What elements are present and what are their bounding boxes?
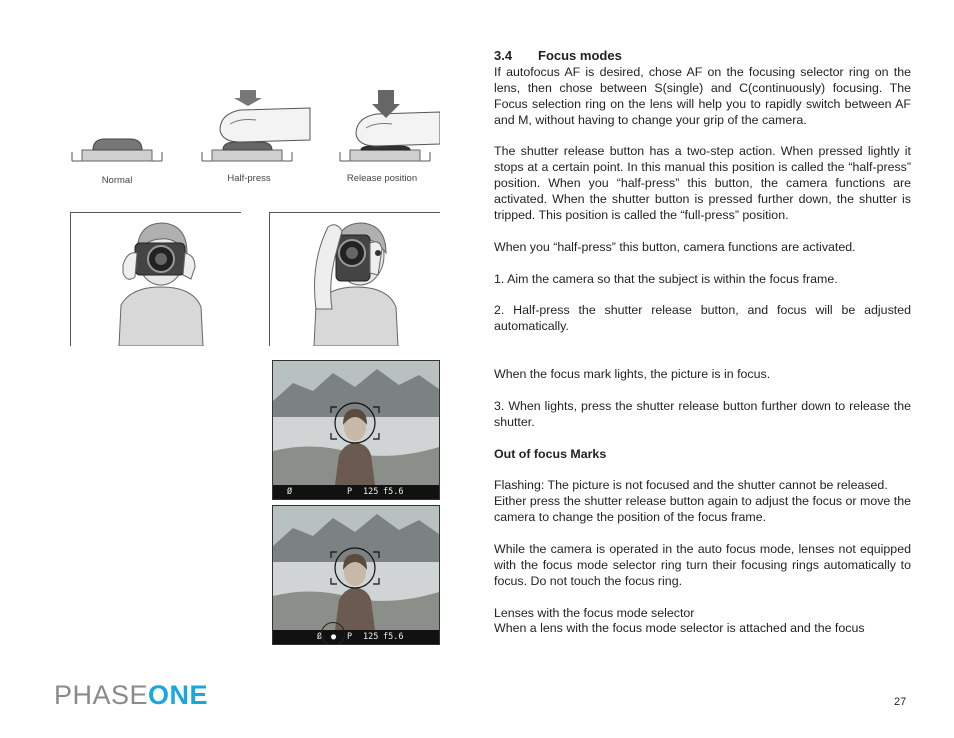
grip-photo-vertical — [269, 212, 440, 346]
subheading-out-of-focus: Out of focus Marks — [494, 446, 607, 461]
exposure-mode: P — [347, 632, 353, 642]
af-indicator: Ø — [317, 632, 323, 642]
section-title: Focus modes — [538, 48, 622, 63]
button-normal-illustration — [72, 139, 162, 161]
viewfinder-in-focus — [272, 360, 440, 500]
caption-half-press: Half-press — [227, 173, 271, 184]
shutter-button-diagram — [60, 84, 440, 166]
text-column — [494, 48, 911, 637]
section-heading — [494, 48, 911, 64]
page-number: 27 — [894, 696, 907, 708]
section-number: 3.4 — [494, 48, 513, 63]
focus-mark-highlight-circle — [321, 622, 345, 645]
paragraph-lens-selector: When a lens with the focus mode selector is attached and the focus — [494, 621, 865, 636]
viewfinder-status-bar-top — [273, 485, 439, 499]
step-1: 1. Aim the camera so that the subject is within the focus frame. — [494, 271, 838, 286]
logo-one: ONE — [148, 680, 209, 710]
phase-one-logo — [54, 680, 208, 711]
caption-normal: Normal — [101, 175, 133, 186]
grip-photo-horizontal — [70, 212, 241, 346]
paragraph-auto-focus-mode: While the camera is operated in the auto focus mode, lenses not equipped with the focus mode selector ring turn their focusing rings automatically to focus. Do not touch the focus ring. — [494, 541, 911, 588]
landscape-with-woman-illustration-2 — [273, 506, 439, 630]
af-indicator: Ø — [287, 487, 293, 497]
paragraph-flashing: Flashing: The picture is not focused and the shutter cannot be released. — [494, 478, 888, 493]
logo-phase: PHASE — [54, 680, 149, 710]
aperture-value: f5.6 — [383, 487, 404, 497]
paragraph-shutter-two-step: The shutter release button has a two-step action. When pressed lightly it stops at a certain point. In this manual this position is called the “half-press” position. When you “half-press” this button, the camera functions are activated. When the shutter button is pressed further down, the shutter is tripped. This position is called the “full-press” position. — [494, 144, 911, 223]
paragraph-focus-mark: When the focus mark lights, the picture is in focus. — [494, 367, 771, 382]
person-holding-camera-horizontal-illustration — [71, 213, 241, 346]
viewfinder-focus-mark — [272, 505, 440, 645]
aperture-value: f5.6 — [383, 632, 404, 642]
landscape-with-woman-illustration — [273, 361, 439, 485]
paragraph-focus-selector: If autofocus AF is desired, chose AF on the focusing selector ring on the lens, then chose between S(single) and C(continuously) focusing. The Focus selection ring on the lens will help you to rapidly switch between AF and M, without having to change your grip of the camera. — [494, 64, 911, 127]
paragraph-half-press: When you “half-press” this button, camera functions are activated. — [494, 239, 856, 254]
person-holding-camera-vertical-illustration — [270, 213, 440, 346]
paragraph-lens-selector-heading: Lenses with the focus mode selector — [494, 605, 695, 620]
button-half-press-illustration — [202, 90, 310, 161]
exposure-mode: P — [347, 487, 353, 497]
viewfinder-status-bar-bottom — [273, 630, 439, 644]
caption-release-position: Release position — [346, 173, 418, 184]
button-release-illustration — [340, 90, 440, 161]
shutter-speed: 125 — [363, 632, 379, 642]
focus-mark-indicator: ● — [331, 632, 337, 642]
shutter-speed: 125 — [363, 487, 379, 497]
step-3: 3. When lights, press the shutter release button further down to release the shutter. — [494, 398, 911, 429]
step-2: 2. Half-press the shutter release button, and focus will be adjusted automatically. — [494, 303, 911, 334]
paragraph-refocus: Either press the shutter release button again to adjust the focus or move the camera to change the position of the focus frame. — [494, 494, 911, 525]
